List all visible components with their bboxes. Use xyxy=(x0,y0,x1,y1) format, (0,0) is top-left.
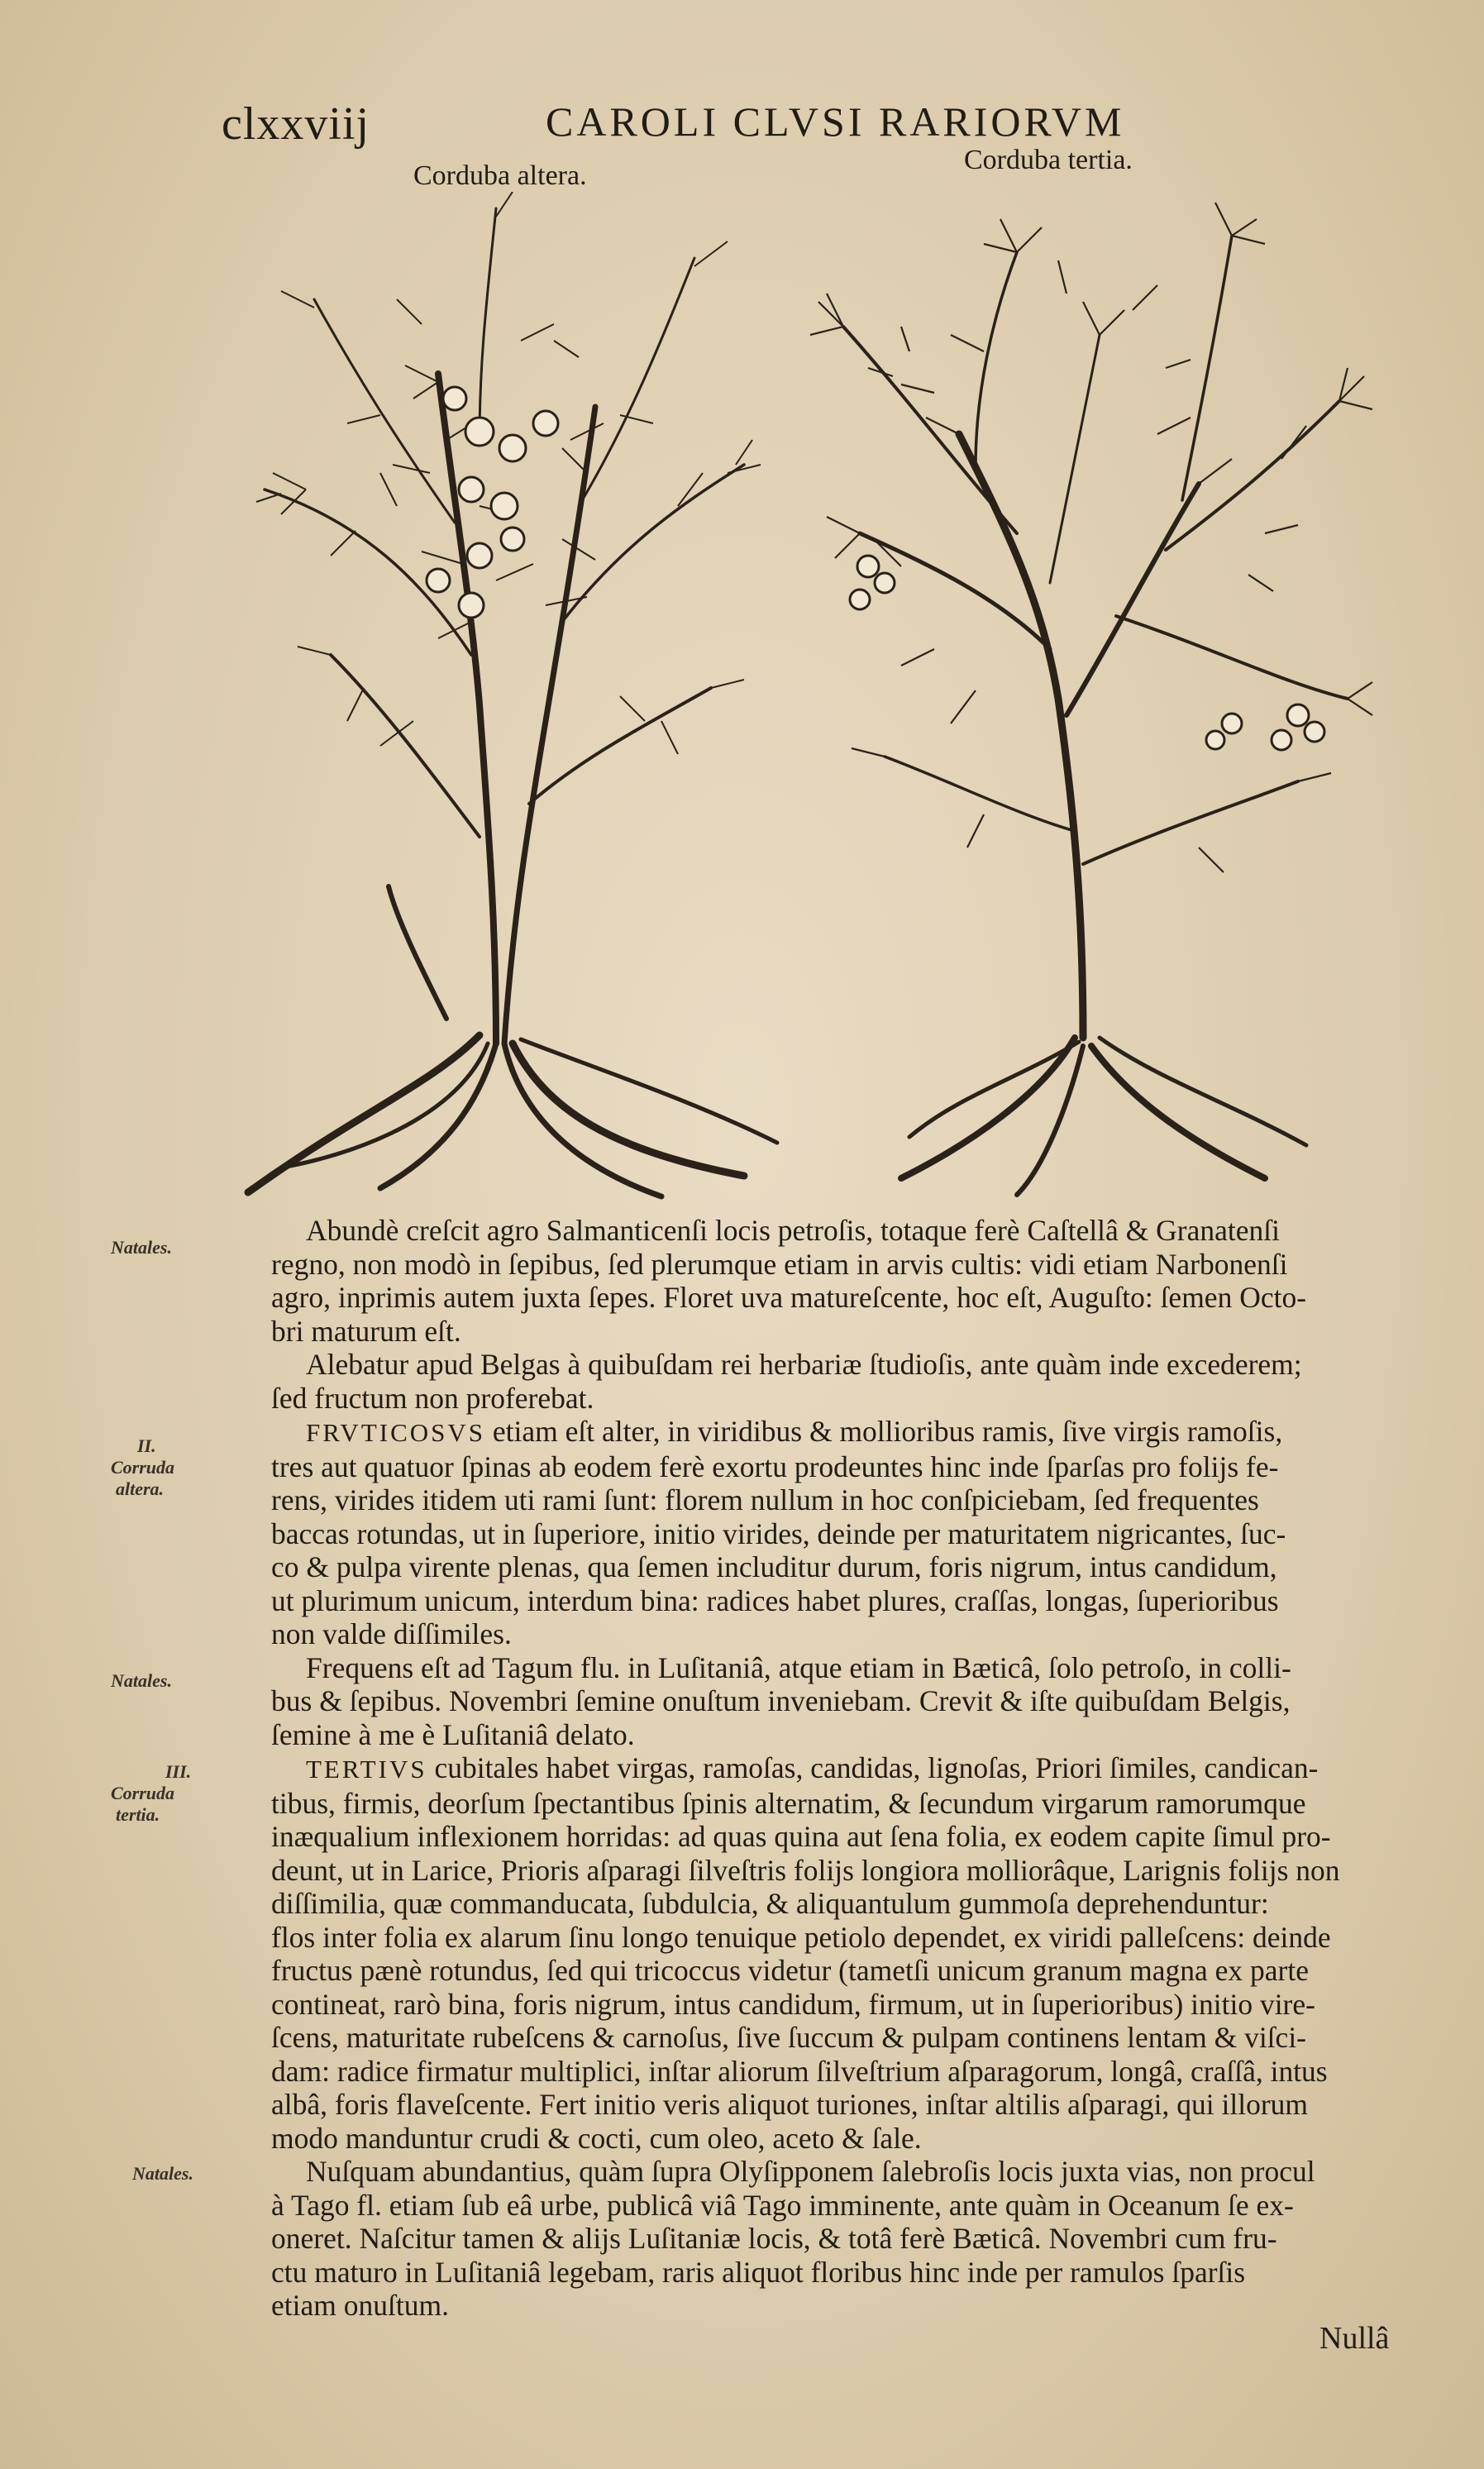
text-line: bus & ſepibus. Novembri ſemine onuſtum inveniebam. Crevit & iſte quibuſdam Belgis, xyxy=(271,1684,1291,1717)
text-line: non valde diſſimiles. xyxy=(271,1617,512,1650)
text-line: bri maturum eſt. xyxy=(271,1314,461,1348)
text-line: etiam onuſtum. xyxy=(271,2289,449,2322)
text-line: regno, non modò in ſepibus, ſed plerumque etiam in arvis cultis: vidi etiam Narbonenſi xyxy=(271,1247,1288,1281)
text-line: agro, inprimis autem juxta ſepes. Floret uva matureſcente, hoc eſt, Auguſto: ſemen Octo- xyxy=(271,1281,1307,1314)
text-line: à Tago fl. etiam ſub eâ urbe, publicâ viâ Tago imminente, ante quàm in Oceanum ſe ex- xyxy=(271,2188,1294,2222)
text-line: modo manduntur crudi & cocti, cum oleo, aceto & ſale. xyxy=(271,2121,922,2155)
margin-note-natales-1: Natales. xyxy=(111,1237,172,1258)
margin-note-altera: altera. xyxy=(116,1478,165,1499)
text-line: ſcens, maturitate rubeſcens & carnoſus, ſive ſuccum & pulpam continens lentam & viſci- xyxy=(271,2021,1306,2054)
margin-note-corruda-tertia: Corruda xyxy=(111,1783,175,1803)
figure-caption-right: Corduba tertia. xyxy=(964,145,1133,175)
text-line: fructus pænè rotundus, ſed qui tricoccus videtur (tametſi unicum granum magna ex parte xyxy=(271,1954,1309,1987)
catchword: Nullâ xyxy=(1319,2321,1390,2356)
text-line: contineat, rarò bina, foris nigrum, intus candidum, firmum, ut in ſuperioribus) initio vire- xyxy=(271,1987,1315,2021)
body-text xyxy=(271,1214,1405,2323)
text-line: tibus, firmis, deorſum ſpectantibus ſpinis alternatim, & ſecundum virgarum ramorumque xyxy=(271,1786,1306,1820)
text-run: cubitales habet virgas, ramoſas, candidas, lignoſas, Priori ſimiles, candican- xyxy=(427,1751,1319,1784)
text-line: Frequens eſt ad Tagum flu. in Luſitaniâ, atque etiam in Bæticâ, ſolo petroſo, in colli- xyxy=(306,1650,1291,1684)
lead-word: FRVTICOSVS xyxy=(306,1418,486,1447)
text-line xyxy=(271,1751,1405,1787)
woodcut-corduba-tertia xyxy=(769,186,1381,1220)
text-line: tres aut quatuor ſpinas ab eodem ferè exortu prodeuntes hinc inde ſparſas pro folijs fe- xyxy=(271,1449,1279,1483)
text-line: Nuſquam abundantius, quàm ſupra Olyſipponem ſalebroſis locis juxta vias, non procul xyxy=(306,2155,1315,2188)
paragraph-4 xyxy=(271,1651,1405,1752)
text-line: inæqualium inflexionem horridas: ad quas quina aut ſena folia, ex eodem capite ſimul pro- xyxy=(271,1820,1331,1853)
margin-note-natales-2: Natales. xyxy=(111,1670,172,1691)
text-run: etiam eſt alter, in viridibus & mollioribus ramis, ſive virgis ramoſis, xyxy=(485,1415,1283,1448)
lead-word: TERTIVS xyxy=(306,1755,427,1784)
text-line: Alebatur apud Belgas à quibuſdam rei herbariæ ſtudioſis, ante quàm inde excederem; xyxy=(306,1348,1302,1381)
text-line: baccas rotundas, ut in ſuperiore, initio virides, deinde per maturitatem nigricantes, ſuc- xyxy=(271,1516,1286,1550)
running-title: CAROLI CLVSI RARIORVM xyxy=(546,98,1125,145)
margin-note-corruda-altera: Corruda xyxy=(111,1457,175,1478)
margin-note-natales-3: Natales. xyxy=(132,2163,193,2184)
woodcut-corduba-altera xyxy=(231,192,794,1209)
text-line: ctu maturo in Luſitaniâ legebam, raris aliquot floribus hinc inde per ramulos ſparſis xyxy=(271,2255,1246,2289)
paragraph-1 xyxy=(271,1214,1405,1348)
text-line: ſed fructum non proferebat. xyxy=(271,1381,594,1415)
text-line: albâ, foris flaveſcente. Fert initio veris aliquot turiones, inſtar altilis aſparagi, qui illorum xyxy=(271,2088,1309,2121)
margin-note-number-2: II. xyxy=(137,1435,156,1456)
paragraph-6 xyxy=(271,2155,1405,2323)
margin-note-number-3: III. xyxy=(165,1761,192,1782)
text-line: flos inter folia ex alarum ſinu longo tenuique petiolo dependet, ex viridi palleſcens: deinde xyxy=(271,1920,1331,1954)
text-line: Abundè creſcit agro Salmanticenſi locis petroſis, totaque ferè Caſtellâ & Granatenſi xyxy=(306,1214,1280,1247)
text-line: diſſimilia, quæ commanducata, ſubdulcia, & aliquantulum gummoſa deprehenduntur: xyxy=(271,1887,1269,1920)
paragraph-5 xyxy=(271,1751,1405,2155)
text-line: co & pulpa virente plenas, qua ſemen includitur durum, foris nigrum, intus candidum, xyxy=(271,1550,1277,1583)
paragraph-2 xyxy=(271,1348,1405,1415)
text-line: ſemine à me è Luſitaniâ delato. xyxy=(271,1717,635,1751)
text-line: dam: radice firmatur multiplici, inſtar aliorum ſilveſtrium aſparagorum, longâ, craſſâ, intus xyxy=(271,2054,1328,2088)
folio-number: clxxviij xyxy=(222,98,370,150)
paragraph-3 xyxy=(271,1415,1405,1651)
text-line: ut plurimum unicum, interdum bina: radices habet plures, craſſas, longas, ſuperioribus xyxy=(271,1583,1279,1617)
margin-note-tertia: tertia. xyxy=(116,1804,160,1825)
text-line: deunt, ut in Larice, Prioris aſparagi ſilveſtris folijs longiora molliorâque, Larignis folijs non xyxy=(271,1853,1340,1887)
figure-caption-left: Corduba altera. xyxy=(413,160,587,191)
text-line: rens, virides itidem uti rami ſunt: florem nullum in hoc conſpiciebam, ſed frequentes xyxy=(271,1483,1259,1516)
text-line: oneret. Naſcitur tamen & alijs Luſitaniæ locis, & totâ ferè Bæticâ. Novembri cum fru- xyxy=(271,2222,1277,2255)
text-line xyxy=(271,1415,1405,1450)
